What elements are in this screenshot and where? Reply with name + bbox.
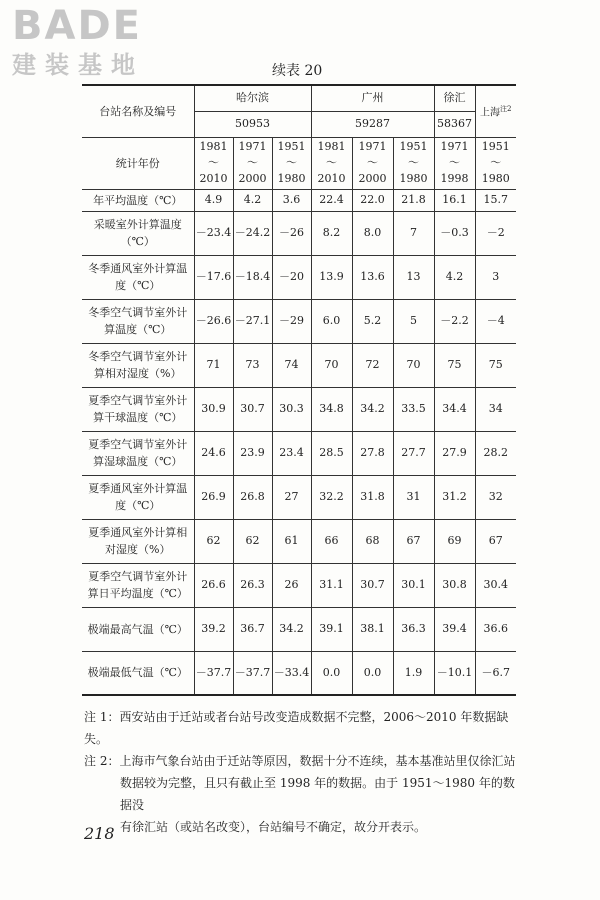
station-name-shanghai-cell	[475, 85, 516, 137]
value-cell: 69	[434, 519, 475, 563]
period-header: 1951～1980	[393, 137, 434, 189]
value-cell: 32	[475, 475, 516, 519]
value-cell: －2	[475, 211, 516, 255]
value-cell: 5.2	[352, 299, 393, 343]
table-row	[82, 255, 516, 299]
value-cell: 32.2	[311, 475, 352, 519]
table-row	[82, 607, 516, 651]
value-cell: 26.3	[233, 563, 272, 607]
table-row	[82, 211, 516, 255]
value-cell: 31.2	[434, 475, 475, 519]
note-2-line-1: 注 2：上海市气象台站由于迁站等原因，数据十分不连续，基本基准站里仅徐汇站	[84, 754, 516, 768]
value-cell: －23.4	[194, 211, 233, 255]
value-cell: －2.2	[434, 299, 475, 343]
page-number: 218	[84, 824, 115, 843]
value-cell: 31	[393, 475, 434, 519]
value-cell: 0.0	[311, 651, 352, 695]
row-label: 夏季空气调节室外计算干球温度（℃）	[82, 387, 194, 431]
table-row	[82, 651, 516, 695]
value-cell: 34.2	[272, 607, 311, 651]
climate-data-table	[82, 84, 516, 696]
value-cell: 39.1	[311, 607, 352, 651]
value-cell: 30.4	[475, 563, 516, 607]
value-cell: 34	[475, 387, 516, 431]
row-label: 采暖室外计算温度（℃）	[82, 211, 194, 255]
value-cell: 5	[393, 299, 434, 343]
value-cell: 75	[434, 343, 475, 387]
row-label: 夏季通风室外计算温度（℃）	[82, 475, 194, 519]
station-code-harbin: 50953	[194, 111, 311, 137]
value-cell: 3	[475, 255, 516, 299]
value-cell: 75	[475, 343, 516, 387]
station-name-shanghai: 上海	[480, 107, 501, 119]
table-notes	[84, 706, 524, 838]
value-cell: 31.1	[311, 563, 352, 607]
year-header-label: 统计年份	[82, 137, 194, 189]
row-label: 夏季空气调节室外计算湿球温度（℃）	[82, 431, 194, 475]
value-cell: 62	[233, 519, 272, 563]
value-cell: －0.3	[434, 211, 475, 255]
value-cell: 27	[272, 475, 311, 519]
value-cell: 30.3	[272, 387, 311, 431]
value-cell: 67	[393, 519, 434, 563]
value-cell: 68	[352, 519, 393, 563]
table-row	[82, 475, 516, 519]
value-cell: 26.9	[194, 475, 233, 519]
value-cell: 13.6	[352, 255, 393, 299]
value-cell: －33.4	[272, 651, 311, 695]
value-cell: 22.4	[311, 189, 352, 211]
value-cell: 30.9	[194, 387, 233, 431]
table-title: 续表 20	[272, 63, 323, 79]
value-cell: 27.8	[352, 431, 393, 475]
station-name-xuhui: 徐汇	[434, 85, 475, 111]
value-cell: 13.9	[311, 255, 352, 299]
row-label: 极端最低气温（℃）	[82, 651, 194, 695]
value-cell: 30.7	[352, 563, 393, 607]
value-cell: 71	[194, 343, 233, 387]
value-cell: －17.6	[194, 255, 233, 299]
value-cell: 26.8	[233, 475, 272, 519]
value-cell: 31.8	[352, 475, 393, 519]
value-cell: 39.2	[194, 607, 233, 651]
value-cell: 27.9	[434, 431, 475, 475]
row-label: 年平均温度（℃）	[82, 189, 194, 211]
logo-subtitle: 建装基地	[12, 51, 144, 79]
value-cell: 23.4	[272, 431, 311, 475]
watermark-logo	[12, 2, 182, 80]
row-label: 冬季空气调节室外计算相对湿度（%）	[82, 343, 194, 387]
value-cell: －4	[475, 299, 516, 343]
value-cell: 26.6	[194, 563, 233, 607]
table-row	[82, 387, 516, 431]
value-cell: 21.8	[393, 189, 434, 211]
value-cell: 0.0	[352, 651, 393, 695]
note-2-line-3: 有徐汇站（或站名改变），台站编号不确定，故分开表示。	[120, 820, 427, 834]
value-cell: 72	[352, 343, 393, 387]
row-label: 极端最高气温（℃）	[82, 607, 194, 651]
value-cell: －24.2	[233, 211, 272, 255]
value-cell: 34.4	[434, 387, 475, 431]
value-cell: －37.7	[233, 651, 272, 695]
value-cell: 4.9	[194, 189, 233, 211]
value-cell: 23.9	[233, 431, 272, 475]
period-header: 1971～2000	[233, 137, 272, 189]
value-cell: 61	[272, 519, 311, 563]
value-cell: －27.1	[233, 299, 272, 343]
value-cell: 3.6	[272, 189, 311, 211]
value-cell: 30.1	[393, 563, 434, 607]
table-row	[82, 343, 516, 387]
row-label: 夏季通风室外计算相对湿度（%）	[82, 519, 194, 563]
value-cell: 28.2	[475, 431, 516, 475]
value-cell: 67	[475, 519, 516, 563]
row-label: 冬季空气调节室外计算温度（℃）	[82, 299, 194, 343]
period-header: 1951～1980	[475, 137, 516, 189]
value-cell: 8.2	[311, 211, 352, 255]
value-cell: 26	[272, 563, 311, 607]
table-row	[82, 189, 516, 211]
value-cell: 28.5	[311, 431, 352, 475]
note-2-line-2: 数据较为完整，且只有截止至 1998 年的数据。由于 1951～1980 年的数据没	[120, 776, 515, 812]
value-cell: －29	[272, 299, 311, 343]
value-cell: 30.7	[233, 387, 272, 431]
table-row	[82, 563, 516, 607]
value-cell: 7	[393, 211, 434, 255]
value-cell: 74	[272, 343, 311, 387]
value-cell: 36.6	[475, 607, 516, 651]
value-cell: －26	[272, 211, 311, 255]
value-cell: 39.4	[434, 607, 475, 651]
value-cell: 4.2	[233, 189, 272, 211]
value-cell: 70	[311, 343, 352, 387]
note-1: 注 1：西安站由于迁站或者台站号改变造成数据不完整，2006～2010 年数据缺失。	[84, 710, 509, 746]
station-name-guangzhou: 广州	[311, 85, 434, 111]
value-cell: 30.8	[434, 563, 475, 607]
row-label: 夏季空气调节室外计算日平均温度（℃）	[82, 563, 194, 607]
value-cell: 15.7	[475, 189, 516, 211]
table-row	[82, 519, 516, 563]
period-header: 1971～1998	[434, 137, 475, 189]
value-cell: 70	[393, 343, 434, 387]
value-cell: 36.3	[393, 607, 434, 651]
value-cell: －10.1	[434, 651, 475, 695]
value-cell: 1.9	[393, 651, 434, 695]
value-cell: 62	[194, 519, 233, 563]
value-cell: 38.1	[352, 607, 393, 651]
value-cell: 4.2	[434, 255, 475, 299]
value-cell: 34.2	[352, 387, 393, 431]
station-note-ref: 注2	[500, 105, 512, 114]
value-cell: 16.1	[434, 189, 475, 211]
value-cell: 6.0	[311, 299, 352, 343]
value-cell: 36.7	[233, 607, 272, 651]
row-label: 冬季通风室外计算温度（℃）	[82, 255, 194, 299]
value-cell: 33.5	[393, 387, 434, 431]
station-code-guangzhou: 59287	[311, 111, 434, 137]
logo-wordmark: BADE	[12, 3, 142, 49]
table-row	[82, 431, 516, 475]
value-cell: 22.0	[352, 189, 393, 211]
station-code-xuhui: 58367	[434, 111, 475, 137]
value-cell: 66	[311, 519, 352, 563]
value-cell: 73	[233, 343, 272, 387]
value-cell: 13	[393, 255, 434, 299]
table-row	[82, 299, 516, 343]
value-cell: －26.6	[194, 299, 233, 343]
value-cell: －37.7	[194, 651, 233, 695]
station-name-harbin: 哈尔滨	[194, 85, 311, 111]
value-cell: －18.4	[233, 255, 272, 299]
period-header: 1971～2000	[352, 137, 393, 189]
value-cell: 27.7	[393, 431, 434, 475]
value-cell: 24.6	[194, 431, 233, 475]
value-cell: 8.0	[352, 211, 393, 255]
value-cell: －20	[272, 255, 311, 299]
value-cell: －6.7	[475, 651, 516, 695]
period-header: 1981～2010	[311, 137, 352, 189]
period-header: 1981～2010	[194, 137, 233, 189]
station-header-label: 台站名称及编号	[82, 85, 194, 137]
period-header: 1951～1980	[272, 137, 311, 189]
value-cell: 34.8	[311, 387, 352, 431]
